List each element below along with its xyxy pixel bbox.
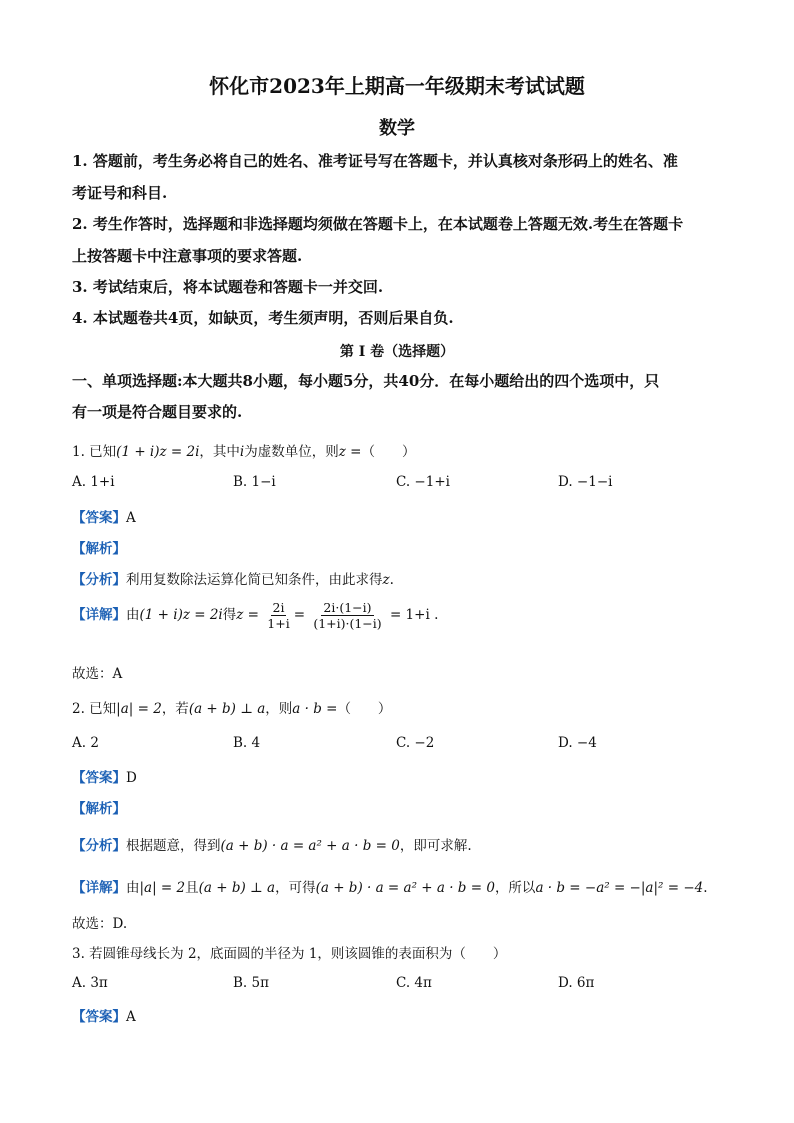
q1-math: = 1+i . [389,607,439,623]
answer-tag: 【答案】 [72,510,126,526]
analysis-tag: 【分析】 [72,838,126,854]
q2-stem-text: （ ） [337,701,392,717]
q3-option-a: A. 3π [72,975,108,991]
analysis-tag: 【分析】 [72,572,126,588]
q2-math: (a + b) · a = a² + a · b = 0 [220,838,400,854]
instruction-line: 1. 答题前，考生务必将自己的姓名、准考证号写在答题卡，并认真核对条形码上的姓名、准 [72,152,678,170]
q1-option-c: C. −1+i [396,474,450,490]
q1-fraction-1 [265,600,291,631]
q1-math: = [293,607,306,623]
q1-analysis [72,568,394,588]
q1-math: (1 + i)z = 2i [116,444,200,460]
detail-tag: 【详解】 [72,880,126,896]
q3-option-b: B. 5π [233,975,269,991]
q2-analysis-header [72,797,126,817]
q3-option-d: D. 6π [558,975,595,991]
instruction-line: 2. 考生作答时，选择题和非选择题均须做在答题卡上，在本试题卷上答题无效.考生在答题卡 [72,215,684,233]
fraction-denominator: 1+i [267,616,290,631]
q2-stem-text: 2. 已知 [72,701,117,717]
q2-math: (a + b) · a = a² + a · b = 0 [315,880,495,896]
q2-analysis-text: 根据题意，得到 [126,838,221,854]
q2-answer-value: D [126,770,137,786]
q1-option-d: D. −1−i [558,474,613,490]
q1-analysis-text: 利用复数除法运算化简已知条件，由此求得 [126,572,383,588]
q1-option-a: A. 1+i [72,474,115,490]
q2-detail-text: . [703,880,708,896]
q2-stem-text: ，若 [161,701,189,717]
q2-math: (a + b) ⊥ a [198,880,276,896]
question-1-stem [72,440,415,460]
q2-math: a · b = −a² = −|a|² = −4 [535,880,704,896]
question-2-stem [72,697,391,717]
q1-detail-text: 得 [222,607,237,623]
q1-math: z = [338,444,362,460]
q2-detail-text: ，所以 [494,880,536,896]
section-heading: 一、单项选择题:本大题共8小题，每小题5分，共40分．在每小题给出的四个选项中，只 [72,372,660,390]
q1-conclusion: 故选：A [72,666,123,682]
instruction-line: 4. 本试题卷共4页，如缺页，考生须声明，否则后果自负. [72,309,454,327]
q1-math: (1 + i)z = 2i [139,607,223,623]
q1-stem-text: 为虚数单位，则 [244,444,339,460]
q2-option-c: C. −2 [396,735,435,751]
analysis-header-tag: 【解析】 [72,541,126,557]
q3-answer-value: A [126,1009,136,1025]
exam-title: 怀化市2023年上期高一年级期末考试试题 [209,74,585,98]
q1-stem-text: ，其中 [199,444,240,460]
q2-detail [72,876,708,896]
q3-answer [72,1005,136,1025]
q2-option-b: B. 4 [233,735,261,751]
subject-title: 数学 [379,118,415,139]
q1-detail-text: 由 [126,607,140,623]
q2-option-a: A. 2 [72,735,99,751]
q2-option-d: D. −4 [558,735,597,751]
q1-answer [72,506,136,526]
q1-stem-text: （ ） [361,444,416,460]
q2-answer [72,766,137,786]
instruction-line: 3. 考试结束后，将本试题卷和答题卡一并交回. [72,278,384,296]
q1-math: z [382,572,390,588]
q2-analysis [72,834,472,854]
q3-option-c: C. 4π [396,975,432,991]
fraction-numerator: 2i [272,600,285,615]
q2-analysis-text: ，即可求解. [399,838,472,854]
q1-detail [72,600,438,631]
q2-math: (a + b) ⊥ a [188,701,266,717]
q1-option-b: B. 1−i [233,474,276,490]
fraction-denominator: (1+i)·(1−i) [313,616,382,631]
answer-tag: 【答案】 [72,1009,126,1025]
q1-math: i [239,444,245,460]
section-heading-cont: 有一项是符合题目要求的. [72,403,243,421]
q2-math: |a| = 2 [139,880,186,896]
q1-fraction-2 [311,600,383,631]
instruction-line: 上按答题卡中注意事项的要求答题. [72,247,303,265]
question-3-stem: 3. 若圆锥母线长为 2，底面圆的半径为 1，则该圆锥的表面积为（ ） [72,946,507,962]
answer-tag: 【答案】 [72,770,126,786]
q1-analysis-text: . [389,572,394,588]
part-title: 第 I 卷（选择题） [339,344,455,360]
q2-detail-text: 且 [185,880,199,896]
q1-analysis-header [72,537,126,557]
q2-conclusion: 故选：D. [72,916,128,932]
q2-stem-text: ，则 [265,701,293,717]
q2-math: |a| = 2 [116,701,162,717]
analysis-header-tag: 【解析】 [72,801,126,817]
q1-answer-value: A [126,510,136,526]
q2-detail-text: ，可得 [275,880,316,896]
q1-math: z = [236,607,259,623]
instruction-line: 考证号和科目. [72,184,168,202]
fraction-numerator: 2i·(1−i) [323,600,372,615]
q1-stem-text: 1. 已知 [72,444,117,460]
detail-tag: 【详解】 [72,607,126,623]
q2-math: a · b = [292,701,338,717]
q2-detail-text: 由 [126,880,140,896]
